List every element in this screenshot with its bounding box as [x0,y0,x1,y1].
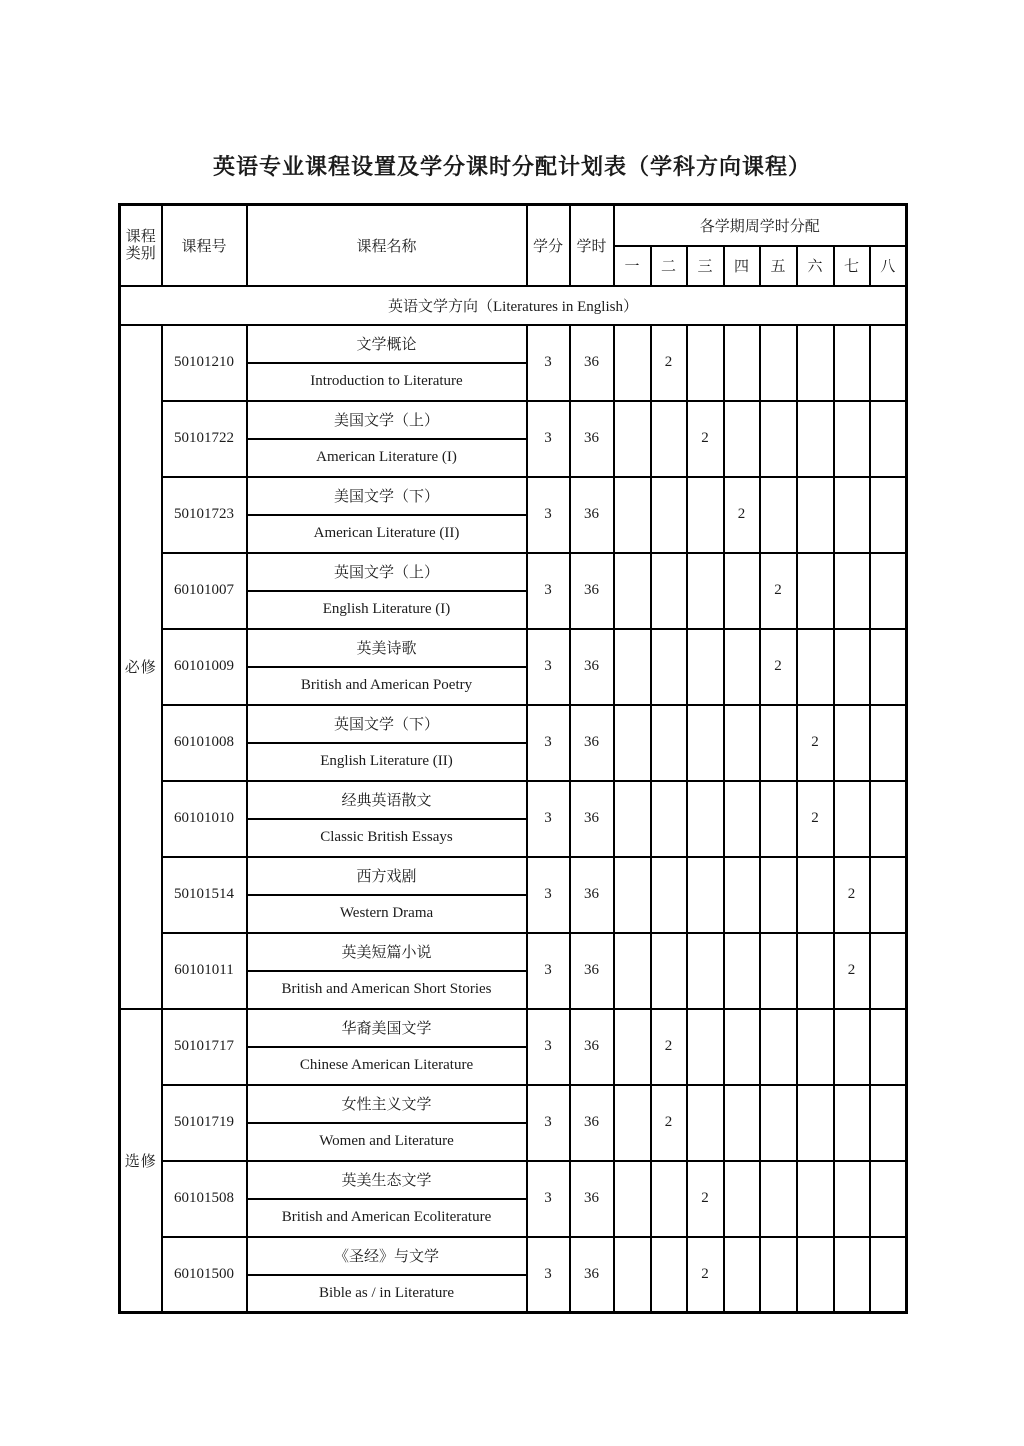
semester-hours-cell-8 [870,781,907,857]
semester-hours-cell-5 [760,933,797,1009]
header-hours: 学时 [570,205,614,286]
course-no-cell: 60101010 [162,781,247,857]
course-name-cn-cell: 英美诗歌 [247,629,527,667]
credits-cell: 3 [527,401,570,477]
course-name-en-cell: Chinese American Literature [247,1047,527,1085]
course-no-cell: 50101722 [162,401,247,477]
semester-hours-cell-5 [760,1237,797,1313]
semester-hours-cell-7 [834,325,870,401]
semester-hours-cell-4 [724,781,760,857]
semester-hours-cell-3 [687,705,724,781]
hours-cell: 36 [570,1085,614,1161]
semester-hours-cell-1 [614,781,651,857]
semester-hours-cell-6 [797,629,834,705]
course-name-cn-cell: 美国文学（上） [247,401,527,439]
course-row [120,705,907,743]
semester-hours-cell-8 [870,933,907,1009]
course-row [120,781,907,819]
semester-hours-cell-5 [760,401,797,477]
semester-hours-cell-7 [834,477,870,553]
semester-hours-cell-3 [687,553,724,629]
course-name-en-cell: Western Drama [247,895,527,933]
semester-hours-cell-2: 2 [651,325,687,401]
semester-hours-cell-7 [834,705,870,781]
course-row [120,325,907,363]
semester-hours-cell-4 [724,1085,760,1161]
hours-cell: 36 [570,1009,614,1085]
semester-hours-cell-4 [724,857,760,933]
semester-hours-cell-6: 2 [797,705,834,781]
credits-cell: 3 [527,1009,570,1085]
category-cell: 选修 [120,1009,162,1313]
semester-hours-cell-8 [870,857,907,933]
course-name-en-cell: English Literature (II) [247,743,527,781]
semester-hours-cell-1 [614,1009,651,1085]
course-name-cn-cell: 女性主义文学 [247,1085,527,1123]
semester-hours-cell-6 [797,401,834,477]
course-no-cell: 60101500 [162,1237,247,1313]
course-no-cell: 60101008 [162,705,247,781]
semester-hours-cell-7 [834,1009,870,1085]
semester-hours-cell-1 [614,857,651,933]
semester-hours-cell-1 [614,1161,651,1237]
course-row [120,553,907,591]
semester-hours-cell-8 [870,1009,907,1085]
semester-hours-cell-2 [651,1161,687,1237]
semester-hours-cell-6 [797,933,834,1009]
course-no-cell: 60101011 [162,933,247,1009]
semester-hours-cell-1 [614,325,651,401]
semester-hours-cell-1 [614,401,651,477]
semester-hours-cell-6 [797,1085,834,1161]
course-name-cn-cell: 英美短篇小说 [247,933,527,971]
course-row [120,629,907,667]
semester-hours-cell-2 [651,629,687,705]
course-name-cn-cell: 经典英语散文 [247,781,527,819]
course-name-en-cell: Introduction to Literature [247,363,527,401]
semester-hours-cell-3: 2 [687,1161,724,1237]
semester-hours-cell-2 [651,477,687,553]
semester-hours-cell-4 [724,1237,760,1313]
hours-cell: 36 [570,477,614,553]
credits-cell: 3 [527,629,570,705]
semester-hours-cell-7 [834,629,870,705]
hours-cell: 36 [570,1161,614,1237]
course-name-cn-cell: 西方戏剧 [247,857,527,895]
course-name-en-cell: Classic British Essays [247,819,527,857]
course-name-cn-cell: 英国文学（下） [247,705,527,743]
course-no-cell: 50101717 [162,1009,247,1085]
credits-cell: 3 [527,705,570,781]
semester-hours-cell-5 [760,781,797,857]
semester-hours-cell-3 [687,325,724,401]
course-no-cell: 60101007 [162,553,247,629]
semester-hours-cell-3 [687,1009,724,1085]
course-rows [120,325,907,1313]
semester-hours-cell-5: 2 [760,553,797,629]
header-semester-3: 三 [687,246,724,286]
course-row [120,477,907,515]
semester-hours-cell-1 [614,553,651,629]
semester-hours-cell-6 [797,325,834,401]
semester-hours-cell-7 [834,781,870,857]
semester-hours-cell-6 [797,553,834,629]
course-no-cell: 50101723 [162,477,247,553]
semester-hours-cell-1 [614,705,651,781]
semester-hours-cell-8 [870,1161,907,1237]
credits-cell: 3 [527,1161,570,1237]
hours-cell: 36 [570,629,614,705]
semester-hours-cell-5 [760,1085,797,1161]
semester-hours-cell-3 [687,781,724,857]
header-semester-2: 二 [651,246,687,286]
course-row [120,401,907,439]
course-name-en-cell: Bible as / in Literature [247,1275,527,1313]
course-name-cn-cell: 英美生态文学 [247,1161,527,1199]
semester-hours-cell-4 [724,401,760,477]
semester-hours-cell-7: 2 [834,857,870,933]
page-title: 英语专业课程设置及学分课时分配计划表（学科方向课程） [212,154,811,179]
hours-cell: 36 [570,401,614,477]
course-name-cn-cell: 华裔美国文学 [247,1009,527,1047]
semester-hours-cell-3 [687,629,724,705]
semester-hours-cell-6 [797,477,834,553]
semester-hours-cell-5 [760,1161,797,1237]
hours-cell: 36 [570,553,614,629]
semester-hours-cell-4 [724,1009,760,1085]
header-credits: 学分 [527,205,570,286]
semester-hours-cell-4 [724,325,760,401]
semester-hours-cell-2 [651,1237,687,1313]
semester-hours-cell-3 [687,477,724,553]
semester-hours-cell-3: 2 [687,401,724,477]
semester-hours-cell-5 [760,1009,797,1085]
course-no-cell: 50101210 [162,325,247,401]
hours-cell: 36 [570,781,614,857]
course-row [120,857,907,895]
course-name-cn-cell: 美国文学（下） [247,477,527,515]
course-row [120,1009,907,1047]
semester-hours-cell-1 [614,477,651,553]
credits-cell: 3 [527,781,570,857]
semester-hours-cell-7 [834,1237,870,1313]
semester-hours-cell-7 [834,401,870,477]
semester-hours-cell-3 [687,933,724,1009]
section-title: 英语文学方向（Literatures in English） [120,286,907,325]
course-name-en-cell: British and American Ecoliterature [247,1199,527,1237]
semester-hours-cell-7 [834,553,870,629]
semester-hours-cell-6 [797,1161,834,1237]
category-cell: 必修 [120,325,162,1009]
header-course-no: 课程号 [162,205,247,286]
course-name-cn-cell: 英国文学（上） [247,553,527,591]
semester-hours-cell-8 [870,1237,907,1313]
semester-hours-cell-5 [760,705,797,781]
semester-hours-cell-2 [651,857,687,933]
credits-cell: 3 [527,1085,570,1161]
hours-cell: 36 [570,325,614,401]
semester-hours-cell-6 [797,857,834,933]
credits-cell: 3 [527,477,570,553]
semester-hours-cell-2 [651,705,687,781]
semester-hours-cell-7 [834,1085,870,1161]
semester-hours-cell-2: 2 [651,1085,687,1161]
semester-hours-cell-2 [651,933,687,1009]
course-no-cell: 60101009 [162,629,247,705]
course-name-en-cell: British and American Poetry [247,667,527,705]
course-no-cell: 50101514 [162,857,247,933]
course-name-en-cell: English Literature (I) [247,591,527,629]
credits-cell: 3 [527,325,570,401]
header-semester-6: 六 [797,246,834,286]
semester-hours-cell-1 [614,933,651,1009]
course-name-en-cell: American Literature (II) [247,515,527,553]
semester-hours-cell-7: 2 [834,933,870,1009]
semester-hours-cell-8 [870,325,907,401]
hours-cell: 36 [570,705,614,781]
semester-hours-cell-2 [651,401,687,477]
semester-hours-cell-6 [797,1237,834,1313]
semester-hours-cell-1 [614,629,651,705]
semester-hours-cell-4 [724,629,760,705]
header-semester-5: 五 [760,246,797,286]
semester-hours-cell-4 [724,933,760,1009]
semester-hours-cell-6 [797,1009,834,1085]
course-row [120,933,907,971]
semester-hours-cell-4 [724,553,760,629]
header-semester-8: 八 [870,246,907,286]
header-category: 课程类别 [120,205,162,286]
course-name-en-cell: British and American Short Stories [247,971,527,1009]
semester-hours-cell-5: 2 [760,629,797,705]
hours-cell: 36 [570,1237,614,1313]
header-semester-4: 四 [724,246,760,286]
semester-hours-cell-5 [760,857,797,933]
semester-hours-cell-3 [687,857,724,933]
hours-cell: 36 [570,933,614,1009]
semester-hours-cell-2: 2 [651,1009,687,1085]
semester-hours-cell-3: 2 [687,1237,724,1313]
hours-cell: 36 [570,857,614,933]
semester-hours-cell-8 [870,705,907,781]
course-plan-table [118,203,908,1314]
course-name-en-cell: Women and Literature [247,1123,527,1161]
header-semester-7: 七 [834,246,870,286]
semester-hours-cell-8 [870,1085,907,1161]
header-semester-1: 一 [614,246,651,286]
semester-hours-cell-1 [614,1237,651,1313]
semester-hours-cell-4 [724,705,760,781]
semester-hours-cell-4 [724,1161,760,1237]
course-name-cn-cell: 文学概论 [247,325,527,363]
semester-hours-cell-8 [870,629,907,705]
course-row [120,1085,907,1123]
semester-hours-cell-8 [870,553,907,629]
semester-hours-cell-1 [614,1085,651,1161]
semester-hours-cell-5 [760,325,797,401]
semester-hours-cell-7 [834,1161,870,1237]
credits-cell: 3 [527,553,570,629]
course-name-cn-cell: 《圣经》与文学 [247,1237,527,1275]
semester-hours-cell-2 [651,553,687,629]
course-name-en-cell: American Literature (I) [247,439,527,477]
semester-hours-cell-4: 2 [724,477,760,553]
semester-hours-cell-2 [651,781,687,857]
course-row [120,1237,907,1275]
course-row [120,1161,907,1199]
credits-cell: 3 [527,933,570,1009]
semester-hours-cell-5 [760,477,797,553]
header-semester-group: 各学期周学时分配 [614,205,907,246]
semester-hours-cell-3 [687,1085,724,1161]
credits-cell: 3 [527,1237,570,1313]
course-no-cell: 60101508 [162,1161,247,1237]
course-no-cell: 50101719 [162,1085,247,1161]
semester-hours-cell-6: 2 [797,781,834,857]
header-course-name: 课程名称 [247,205,527,286]
semester-hours-cell-8 [870,401,907,477]
semester-hours-cell-8 [870,477,907,553]
credits-cell: 3 [527,857,570,933]
